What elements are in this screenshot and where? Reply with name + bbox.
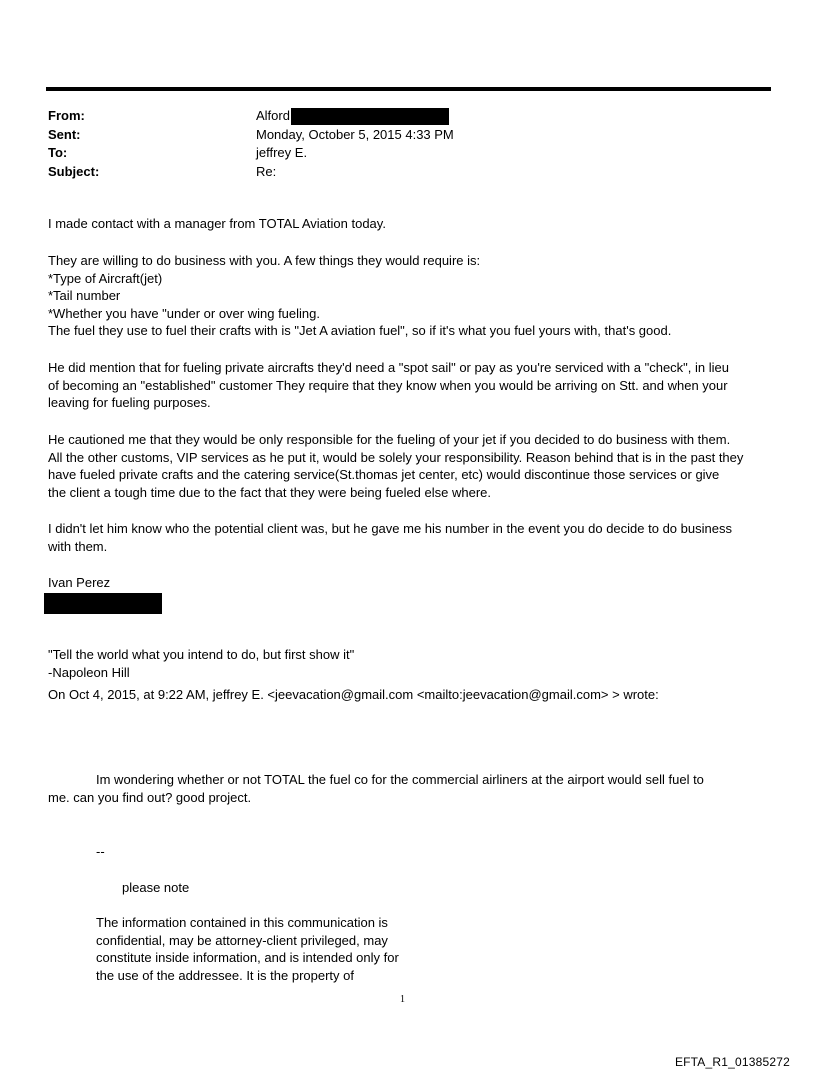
list-item: *Type of Aircraft(jet)	[48, 270, 163, 286]
quote-block	[48, 646, 778, 681]
please-note	[122, 879, 816, 897]
from-label: From:	[48, 108, 85, 123]
page-number: 1	[400, 994, 405, 1005]
to-row	[48, 144, 454, 163]
please-note-text: please note	[122, 880, 190, 895]
sent-value: Monday, October 5, 2015 4:33 PM	[256, 126, 454, 142]
signature-name: Ivan Perez	[48, 575, 111, 590]
body-text: leaving for fueling purposes.	[48, 395, 211, 410]
body-text: The fuel they use to fuel their crafts with is "Jet A aviation fuel", so if it's what you fuel yours with, that's good.	[48, 323, 672, 338]
sent-label: Sent:	[48, 126, 81, 142]
from-name: Alford	[256, 108, 290, 123]
quote-author: -Napoleon Hill	[48, 664, 130, 680]
to-label: To:	[48, 145, 68, 160]
redaction-box	[291, 108, 449, 125]
from-row	[48, 107, 454, 126]
paragraph-contact	[48, 215, 778, 233]
quoted-text: Im wondering whether or not TOTAL the fuel co for the commercial airliners at the airport would sell fuel to	[96, 772, 704, 787]
reply-header-text: On Oct 4, 2015, at 9:22 AM, jeffrey E. <jeevacation@gmail.com <mailto:jeevacation@gmail.com> > wrote:	[48, 687, 659, 702]
document-id: EFTA_R1_01385272	[674, 1055, 790, 1069]
list-item: *Tail number	[48, 288, 121, 303]
body-text: have fueled private crafts and the catering service(St.thomas jet center, etc) would discontinue those services or give	[48, 467, 720, 482]
quote-text: "Tell the world what you intend to do, but first show it"	[48, 647, 355, 662]
quoted-message	[48, 771, 768, 806]
body-text: the client a tough time due to the fact that they were being fueled else where.	[48, 484, 492, 500]
body-text: of becoming an "established" customer They require that they know when you would be arriving on Stt. and when your	[48, 377, 728, 393]
body-text: He cautioned me that they would be only responsible for the fueling of your jet if you decided to do business with them.	[48, 432, 731, 447]
header-rule	[46, 87, 771, 91]
subject-row	[48, 163, 454, 182]
subject-value: Re:	[256, 163, 277, 179]
paragraph-client	[48, 520, 778, 555]
signature-separator: --	[96, 844, 105, 859]
from-value	[256, 107, 449, 126]
body-text: I didn't let him know who the potential client was, but he gave me his number in the event you do decide to do business	[48, 521, 732, 536]
body-text: I made contact with a manager from TOTAL Aviation today.	[48, 216, 386, 231]
disclaimer-text: the use of the addressee. It is the property of	[96, 967, 354, 983]
disclaimer	[96, 914, 496, 984]
list-item: *Whether you have "under or over wing fueling.	[48, 305, 320, 321]
disclaimer-text: confidential, may be attorney-client privileged, may	[96, 932, 388, 948]
to-value: jeffrey E.	[256, 145, 308, 160]
sent-row	[48, 126, 454, 145]
body-text: They are willing to do business with you. A few things they would require is:	[48, 253, 481, 268]
paragraph-caution	[48, 431, 778, 501]
quoted-dashes	[96, 843, 816, 861]
body-text: All the other customs, VIP services as he put it, would be solely your responsibility. Reason behind that is in the past they	[48, 449, 744, 465]
reply-header	[48, 686, 778, 704]
paragraph-private-fueling	[48, 359, 778, 412]
signature-redaction-box	[44, 593, 162, 614]
disclaimer-text: constitute inside information, and is intended only for	[96, 950, 399, 965]
subject-label: Subject:	[48, 163, 100, 179]
email-header	[48, 107, 454, 181]
signature	[48, 574, 778, 592]
paragraph-requirements	[48, 252, 778, 340]
body-text: He did mention that for fueling private aircrafts they'd need a "spot sail" or pay as you're serviced with a "check", in lieu	[48, 360, 729, 375]
disclaimer-text: The information contained in this communication is	[96, 915, 388, 930]
body-text: with them.	[48, 538, 108, 554]
quoted-text: me. can you find out? good project.	[48, 789, 252, 805]
